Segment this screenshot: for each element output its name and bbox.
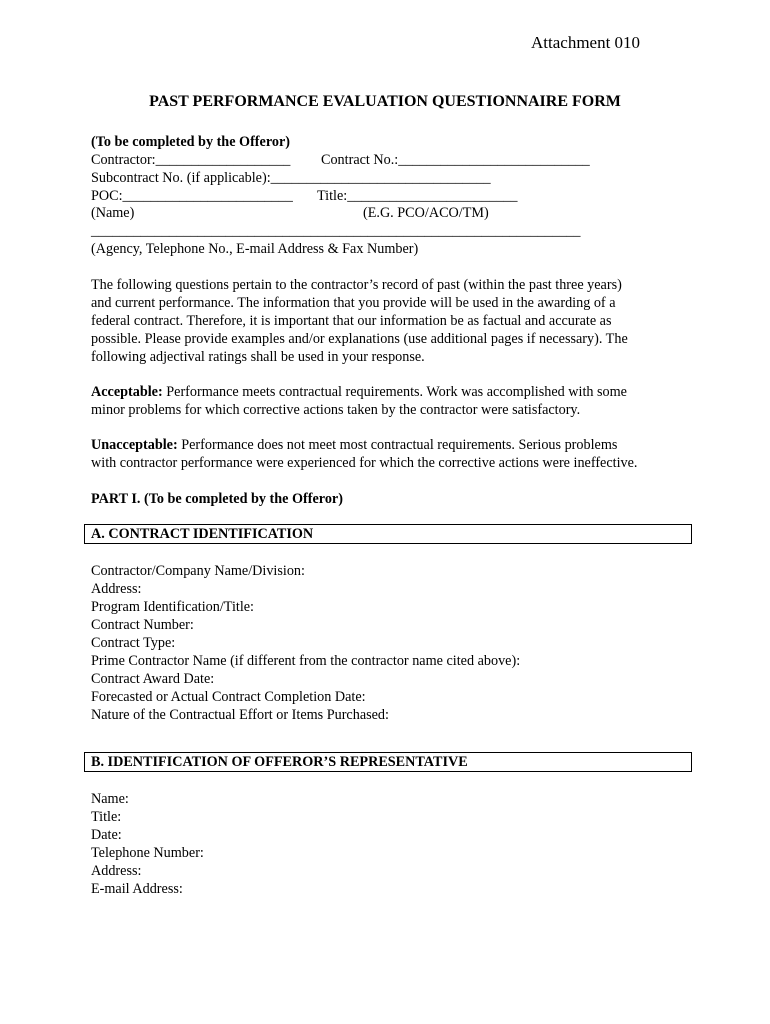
- intro-line: following adjectival ratings shall be used in your response.: [91, 349, 425, 365]
- acceptable-label: Acceptable:: [91, 384, 163, 400]
- program-identification-field[interactable]: Program Identification/Title:: [91, 599, 255, 615]
- section-b-fields: [91, 790, 204, 898]
- agency-note: (Agency, Telephone No., E-mail Address & Fax Number): [91, 241, 419, 257]
- intro-line: possible. Please provide examples and/or explanations (use additional pages if necessary). The: [91, 331, 628, 347]
- offeror-info-heading: (To be completed by the Offeror): [91, 134, 290, 150]
- acceptable-text-2: minor problems for which corrective actions taken by the contractor were satisfactory.: [91, 402, 581, 418]
- poc-title-field[interactable]: Title:________________________: [317, 188, 518, 204]
- section-a-fields: [91, 562, 520, 724]
- contract-type-field[interactable]: Contract Type:: [91, 635, 176, 651]
- rep-title-field[interactable]: Title:: [91, 809, 122, 825]
- subcontract-number-field[interactable]: Subcontract No. (if applicable):_______________________________: [91, 170, 491, 186]
- contractor-field[interactable]: Contractor:___________________: [91, 152, 291, 168]
- intro-line: and current performance. The information that you provide will be used in the awarding of a: [91, 295, 616, 311]
- unacceptable-text: Performance does not meet most contractual requirements. Serious problems: [177, 437, 618, 453]
- section-a-heading: A. CONTRACT IDENTIFICATION: [84, 524, 692, 544]
- attachment-label: Attachment 010: [531, 33, 641, 52]
- unacceptable-definition: [91, 436, 681, 472]
- completion-date-field[interactable]: Forecasted or Actual Contract Completion Date:: [91, 689, 366, 705]
- unacceptable-label: Unacceptable:: [91, 437, 178, 453]
- rep-email-field[interactable]: E-mail Address:: [91, 881, 183, 897]
- rep-date-field[interactable]: Date:: [91, 827, 122, 843]
- rep-address-field[interactable]: Address:: [91, 863, 142, 879]
- unacceptable-text-2: with contractor performance were experienced for which the corrective actions were ineffective.: [91, 455, 638, 471]
- nature-of-effort-field[interactable]: Nature of the Contractual Effort or Items Purchased:: [91, 707, 389, 723]
- title-note: (E.G. PCO/ACO/TM): [363, 205, 489, 221]
- part-one-heading: PART I. (To be completed by the Offeror): [91, 491, 343, 507]
- agency-field[interactable]: _____________________________________________________________________: [91, 223, 581, 239]
- prime-contractor-field[interactable]: Prime Contractor Name (if different from the contractor name cited above):: [91, 653, 521, 669]
- rep-telephone-field[interactable]: Telephone Number:: [91, 845, 204, 861]
- address-field[interactable]: Address:: [91, 581, 142, 597]
- name-note: (Name): [91, 205, 135, 221]
- acceptable-definition: [91, 383, 681, 419]
- contractor-company-field[interactable]: Contractor/Company Name/Division:: [91, 563, 305, 579]
- contract-number-field[interactable]: Contract No.:___________________________: [321, 152, 590, 168]
- acceptable-text: Performance meets contractual requirements. Work was accomplished with some: [162, 384, 627, 400]
- poc-field[interactable]: POC:________________________: [91, 188, 293, 204]
- intro-paragraph: [91, 276, 681, 366]
- section-b-heading: B. IDENTIFICATION OF OFFEROR’S REPRESENTATIVE: [84, 752, 692, 772]
- intro-line: The following questions pertain to the contractor’s record of past (within the past three years): [91, 277, 622, 293]
- form-title: PAST PERFORMANCE EVALUATION QUESTIONNAIRE FORM: [149, 93, 621, 110]
- rep-name-field[interactable]: Name:: [91, 791, 129, 807]
- contract-award-date-field[interactable]: Contract Award Date:: [91, 671, 215, 687]
- contract-number-field[interactable]: Contract Number:: [91, 617, 194, 633]
- intro-line: federal contract. Therefore, it is important that our information be as factual and accurate as: [91, 313, 612, 329]
